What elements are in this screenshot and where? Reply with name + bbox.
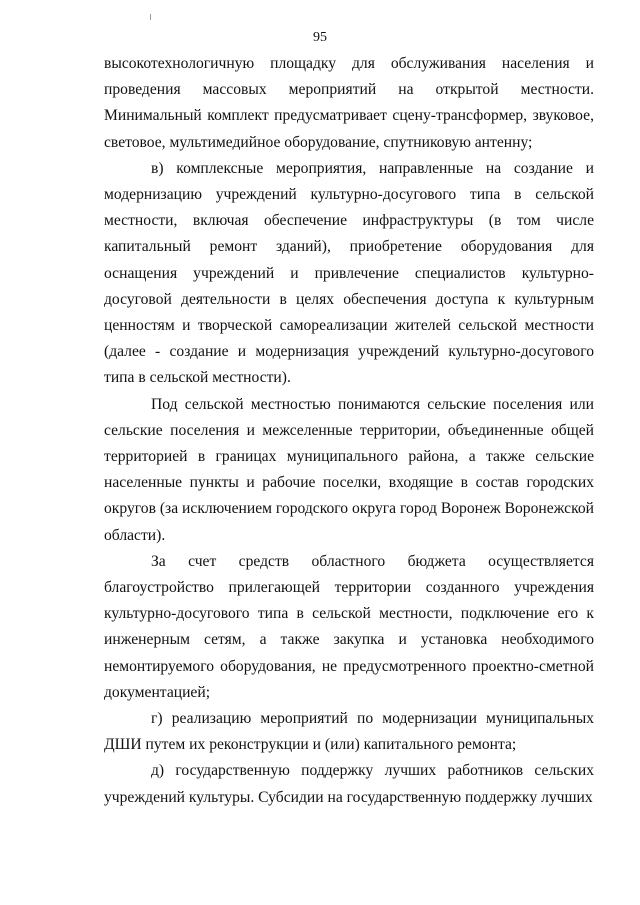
scan-mark [150,14,151,20]
paragraph-continuation: высокотехнологичную площадку для обслуживания населения и проведения массовых мероприятий на открытой местности. Минимальный комплект предусматривает сцену-трансформер, звуковое, световое, мультимедийное оборудование, спутниковую антенну; [104,55,594,151]
paragraph-item-d: д) государственную поддержку лучших работников сельских учреждений культуры. Субсидии на государственную поддержку лучших [104,762,594,806]
page-number: 95 [313,30,327,45]
paragraph-item-v: в) комплексные мероприятия, направленные на создание и модернизацию учреждений культурно-досугового типа в сельской местности, включая обеспечение инфраструктуры (в том числе капитальный ремонт зданий), приобретение оборудования для оснащения учреждений и привлечение специалистов культурно-досуговой деятельности в целях обеспечения доступа к культурным ценностям и творческой самореализации жителей сельской местности (далее - создание и модернизация учреждений культурно-досугового типа в сельской местности). [104,159,594,387]
body-text [104,51,594,811]
paragraph-item-g: г) реализацию мероприятий по модернизации муниципальных ДШИ путем их реконструкции и (или) капитального ремонта; [104,710,594,754]
paragraph-regional-budget: За счет средств областного бюджета осуществляется благоустройство прилегающей территории созданного учреждения культурно-досугового типа в сельской местности, подключение его к инженерным сетям, а также закупка и установка необходимого немонтируемого оборудования, не предусмотренного проектно-сметной документацией; [104,552,594,701]
paragraph-rural-definition: Под сельской местностью понимаются сельские поселения или сельские поселения и межселенные территории, объединенные общей территорией в границах муниципального района, а также сельские населенные пункты и рабочие поселки, входящие в состав городских округов (за исключением городского округа город Воронеж Воронежской области). [104,395,594,544]
